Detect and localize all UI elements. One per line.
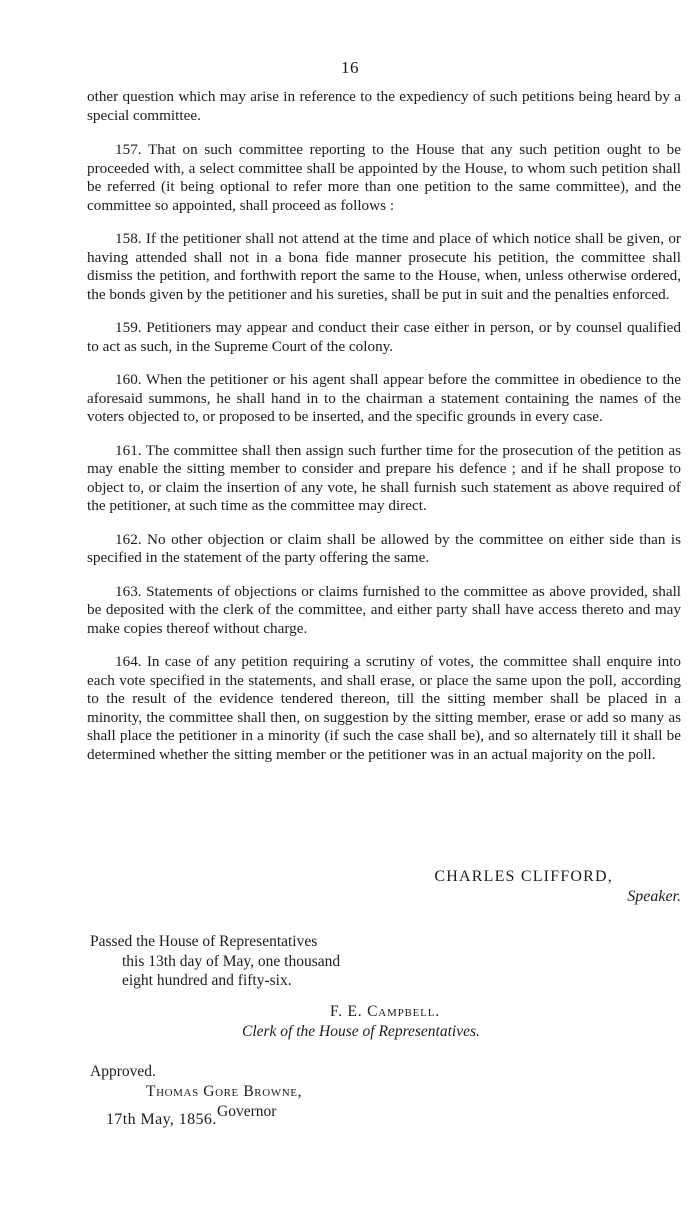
clause-text: In case of any petition requiring a scrutiny of votes, the committee shall enquire into each vote specified in the statements, and shall erase, or place the same upon the poll, according to the result of the evidence tendered thereon, till the sitting member shall be placed in a minority, the committee shall then, on suggestion by the sitting member, erase or add so many as shall place the petitioner in a minority (if such the case shall be), and so alternately till it shall be determined whether the sitting member or the petitioner was in an actual majority on the poll. [87,653,682,763]
governor-title: Governor [217,1103,277,1120]
clause-164 [87,653,681,764]
clause-162 [87,531,681,568]
clause-number: 161. [115,441,142,459]
approved-label: Approved. [90,1063,156,1080]
clause-number: 162. [115,530,142,548]
clause-number: 160. [115,371,142,388]
clause-157 [87,141,681,215]
clause-number: 163. [115,582,142,600]
clause-text: When the petitioner or his agent shall appear before the committee in obedience to the aforesaid summons, he shall hand in to the chairman a statement containing the names of the voters objected to, or proposed to be inserted, and the specific grounds in every case. [87,371,681,425]
clause-text: If the petitioner shall not attend at the time and place of which notice shall be given, or having attended shall not in a bona fide manner prosecute his petition, the committee shall dismiss the petition, and forthwith report the same to the House, when, unless otherwise ordered, the bonds given by the petitioner and his sureties, shall be put in suit and the penalties enforced. [87,230,681,303]
clause-number: 158. [115,230,142,247]
speaker-signature [381,867,681,907]
intro-paragraph: other question which may arise in reference to the expediency of such petitions being heard by a special committee. [87,88,681,124]
speaker-title: Speaker. [627,888,681,905]
speaker-name: CHARLES CLIFFORD, [434,868,613,885]
clause-158 [87,230,681,304]
clause-161 [87,442,681,516]
document-body [87,88,681,779]
passed-line-2: this 13th day of May, one thousand eight hundred and fifty-six. [122,952,341,989]
clause-number: 159. [115,319,142,336]
clause-163 [87,583,681,639]
clause-text: No other objection or claim shall be allowed by the committee on either side than is specified in the statement of the party offering the same. [87,530,681,566]
clerk-title: Clerk of the House of Representatives. [242,1023,480,1040]
passed-line-1: Passed the House of Representatives [90,933,318,950]
clause-159 [87,319,681,356]
clause-text: Petitioners may appear and conduct their case either in person, or by counsel qualified to act as such, in the Supreme Court of the colony. [87,319,682,355]
clerk-name: F. E. Campbell. [330,1003,440,1020]
clause-text: Statements of objections or claims furnished to the committee as above provided, shall be deposited with the clerk of the committee, and either party shall have access thereto and may make copies thereof without charge. [87,582,682,637]
clerk-signature [230,1002,550,1042]
clause-number: 157. [115,141,142,158]
approval-date: 17th May, 1856. [106,1111,217,1128]
clause-160 [87,371,681,427]
clause-text: That on such committee reporting to the House that any such petition ought to be proceeded with, a select committee shall be appointed by the House, to whom such petition shall be referred (it being optional to refer more than one petition to the same committee), and the committee so appointed, shall proceed as follows : [87,141,681,214]
governor-name: Thomas Gore Browne, [146,1083,303,1100]
page-number: 16 [341,58,359,77]
clause-number: 164. [115,653,142,670]
clause-text: The committee shall then assign such further time for the prosecution of the petition as may enable the sitting member to consider and prepare his defence ; and if he shall propose to object to, or claim the insertion of any vote, he shall furnish such statement as above required of the petitioner, at such time as the committee may direct. [87,441,681,514]
passed-statement [90,932,370,991]
